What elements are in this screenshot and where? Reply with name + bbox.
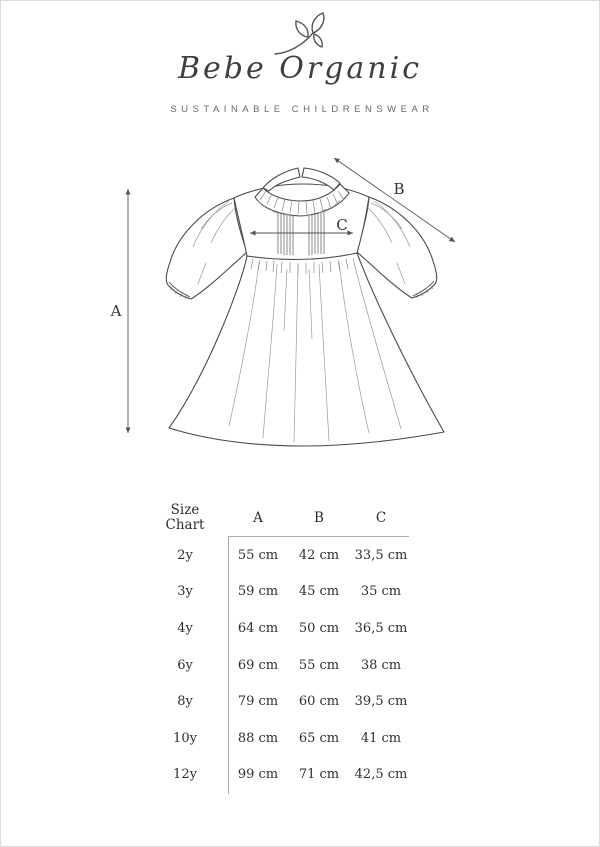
value-c-cell: 38 cm	[360, 657, 402, 673]
measure-label-b: B	[393, 180, 405, 198]
value-a-cell: 59 cm	[237, 584, 279, 600]
value-c-cell: 39,5 cm	[354, 694, 408, 710]
column-header-c: C	[375, 509, 387, 526]
value-a-cell: 88 cm	[237, 730, 279, 746]
measure-label-a: A	[110, 302, 122, 320]
table-horizontal-rule	[228, 536, 409, 537]
value-c-cell: 35 cm	[360, 584, 402, 600]
value-b-cell: 60 cm	[298, 694, 340, 710]
value-a-cell: 55 cm	[237, 547, 279, 563]
brand-tagline: SUSTAINABLE CHILDRENSWEAR	[170, 104, 434, 115]
column-header-a: A	[253, 509, 263, 526]
value-a-cell: 64 cm	[237, 620, 279, 636]
left-sleeve	[166, 198, 247, 299]
dress-measurement-diagram	[96, 146, 471, 461]
size-cell: 2y	[177, 547, 193, 563]
value-c-cell: 41 cm	[360, 730, 402, 746]
value-b-cell: 65 cm	[298, 730, 340, 746]
value-b-cell: 55 cm	[298, 657, 340, 673]
size-cell: 4y	[177, 620, 193, 636]
value-c-cell: 36,5 cm	[354, 620, 408, 636]
size-cell: 8y	[177, 694, 193, 710]
value-a-cell: 79 cm	[237, 694, 279, 710]
size-cell: 10y	[173, 730, 197, 746]
value-b-cell: 71 cm	[298, 767, 340, 783]
dress-bodice	[234, 184, 369, 259]
table-vertical-rule	[228, 537, 229, 794]
size-cell: 12y	[173, 767, 197, 783]
measure-label-c: C	[336, 216, 348, 234]
value-c-cell: 42,5 cm	[354, 767, 408, 783]
brand-name: Bebe Organic	[177, 51, 423, 86]
value-c-cell: 33,5 cm	[354, 547, 408, 563]
value-b-cell: 50 cm	[298, 620, 340, 636]
value-a-cell: 99 cm	[237, 767, 279, 783]
column-header-b: B	[314, 509, 324, 526]
value-b-cell: 45 cm	[298, 584, 340, 600]
value-a-cell: 69 cm	[237, 657, 279, 673]
table-title: Size Chart	[165, 501, 205, 533]
value-b-cell: 42 cm	[298, 547, 340, 563]
size-chart-table	[142, 498, 412, 793]
size-cell: 6y	[177, 657, 193, 673]
table-title-cell	[142, 498, 228, 537]
size-cell: 3y	[177, 584, 193, 600]
